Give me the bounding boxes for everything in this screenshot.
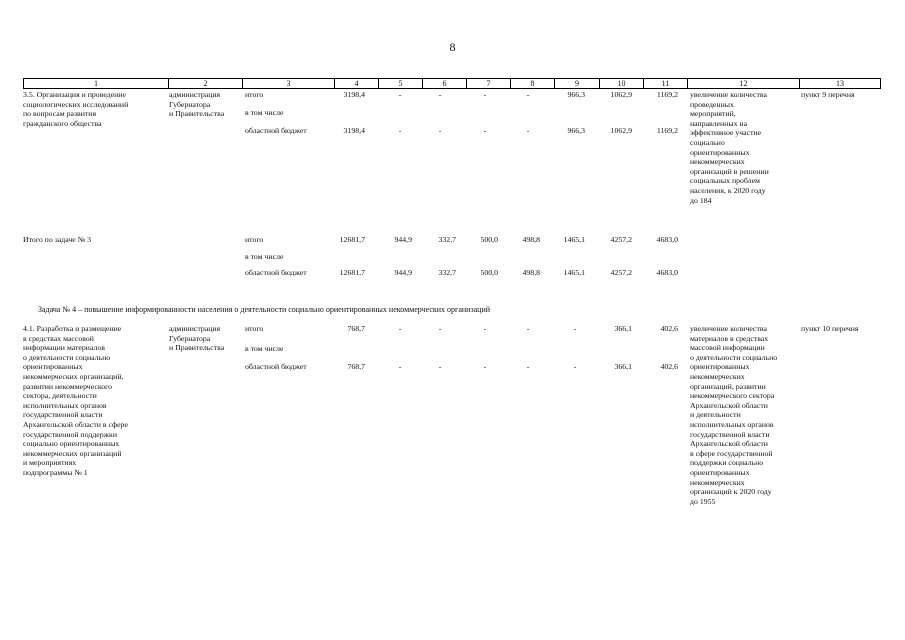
row-result: увеличение количества проведенных мероприятий, направленных на эффективное участие социально ориентированных некоммерческих организаций в решении социальных проблем населения, к 2020 году до 184 [690,90,769,205]
value-cell: 1465,1 [563,235,585,244]
value-cell: - [573,362,577,371]
value-cell: 332,7 [438,235,456,244]
row-name: 4.1. Разработка и размещение в средствах массовой информации материалов о деятельности социально ориентированных некоммерческих организаций, развитии некоммерческого сектора, деятельности исполнительных органов государственной власти Архангельской области в сфере государственной поддержки социально ориентированных некоммерческих организаций и мероприятиях подпрограммы № 1 [23,324,128,477]
header-col-4: 4 [334,78,378,89]
value-cell: 366,1 [614,362,632,371]
value-cell: 1169,2 [656,90,678,99]
row-reference: пункт 9 перечня [801,90,855,99]
value-cell: - [483,126,487,135]
fin-budget-label: областной бюджет [245,268,307,277]
value-cell: 500,0 [480,235,498,244]
header-col-5: 5 [378,78,422,89]
header-col-1: 1 [23,78,168,89]
value-cell: - [526,324,530,333]
value-cell: 12681,7 [339,268,365,277]
task4-title: Задача № 4 – повышение информированности населения о деятельности социально ориентированных некоммерческих организаций [38,305,491,314]
value-cell: 3198,4 [343,126,365,135]
value-cell: 1062,9 [610,126,632,135]
value-cell: 498,8 [522,268,540,277]
value-cell: - [483,90,487,99]
value-cell: 768,7 [347,362,365,371]
value-cell: 366,1 [614,324,632,333]
header-col-12: 12 [687,78,799,89]
header-col-9: 9 [554,78,599,89]
fin-incl-label: в том числе [245,344,284,353]
table-header-row [23,78,881,89]
row-result: увеличение количества материалов в средствах массовой информации о деятельности социально ориентированных некоммерческих организаций, развитии некоммерческого сектора Архангельской области и деятельности исполнительных органов государственной власти Архангельской области в сфере государственной поддержки социально ориентированных некоммерческих организаций к 2020 году до 1955 [690,324,778,506]
value-cell: 4257,2 [610,235,632,244]
fin-budget-label: областной бюджет [245,126,307,135]
value-cell: 1062,9 [610,90,632,99]
value-cell: 944,9 [394,235,412,244]
value-cell: - [398,324,402,333]
row-executor: администрация Губернатора и Правительства [169,324,225,353]
value-cell: 4683,0 [656,235,678,244]
header-col-7: 7 [466,78,510,89]
value-cell: 500,0 [480,268,498,277]
row-name: Итого по задаче № 3 [23,235,91,244]
value-cell: 402,6 [660,362,678,371]
value-cell: - [526,362,530,371]
value-cell: 1169,2 [656,126,678,135]
row-executor: администрация Губернатора и Правительства [169,90,225,119]
value-cell: 944,9 [394,268,412,277]
value-cell: - [526,90,530,99]
value-cell: 12681,7 [339,235,365,244]
fin-total-label: итого [245,235,264,244]
row-name: 3.5. Организация и проведение социологических исследований по вопросам развития гражданского общества [23,90,129,128]
value-cell: - [438,126,442,135]
value-cell: 402,6 [660,324,678,333]
value-cell: 768,7 [347,324,365,333]
value-cell: 966,3 [567,90,585,99]
value-cell: 966,3 [567,126,585,135]
fin-total-label: итого [245,90,264,99]
fin-incl-label: в том числе [245,108,284,117]
fin-incl-label: в том числе [245,252,284,261]
header-col-10: 10 [599,78,643,89]
header-col-3: 3 [242,78,334,89]
header-col-11: 11 [643,78,687,89]
value-cell: 332,7 [438,268,456,277]
value-cell: 4257,2 [610,268,632,277]
value-cell: - [398,126,402,135]
value-cell: - [398,362,402,371]
header-col-6: 6 [422,78,466,89]
value-cell: - [526,126,530,135]
value-cell: 4683,0 [656,268,678,277]
value-cell: - [483,324,487,333]
header-col-13: 13 [799,78,881,89]
header-col-8: 8 [510,78,554,89]
row-reference: пункт 10 перечня [801,324,859,333]
value-cell: 498,8 [522,235,540,244]
value-cell: - [438,362,442,371]
fin-budget-label: областной бюджет [245,362,307,371]
value-cell: - [398,90,402,99]
fin-total-label: итого [245,324,264,333]
value-cell: 3198,4 [343,90,365,99]
value-cell: 1465,1 [563,268,585,277]
value-cell: - [483,362,487,371]
header-col-2: 2 [168,78,242,89]
value-cell: - [573,324,577,333]
value-cell: - [438,90,442,99]
value-cell: - [438,324,442,333]
page-number: 8 [449,40,456,54]
